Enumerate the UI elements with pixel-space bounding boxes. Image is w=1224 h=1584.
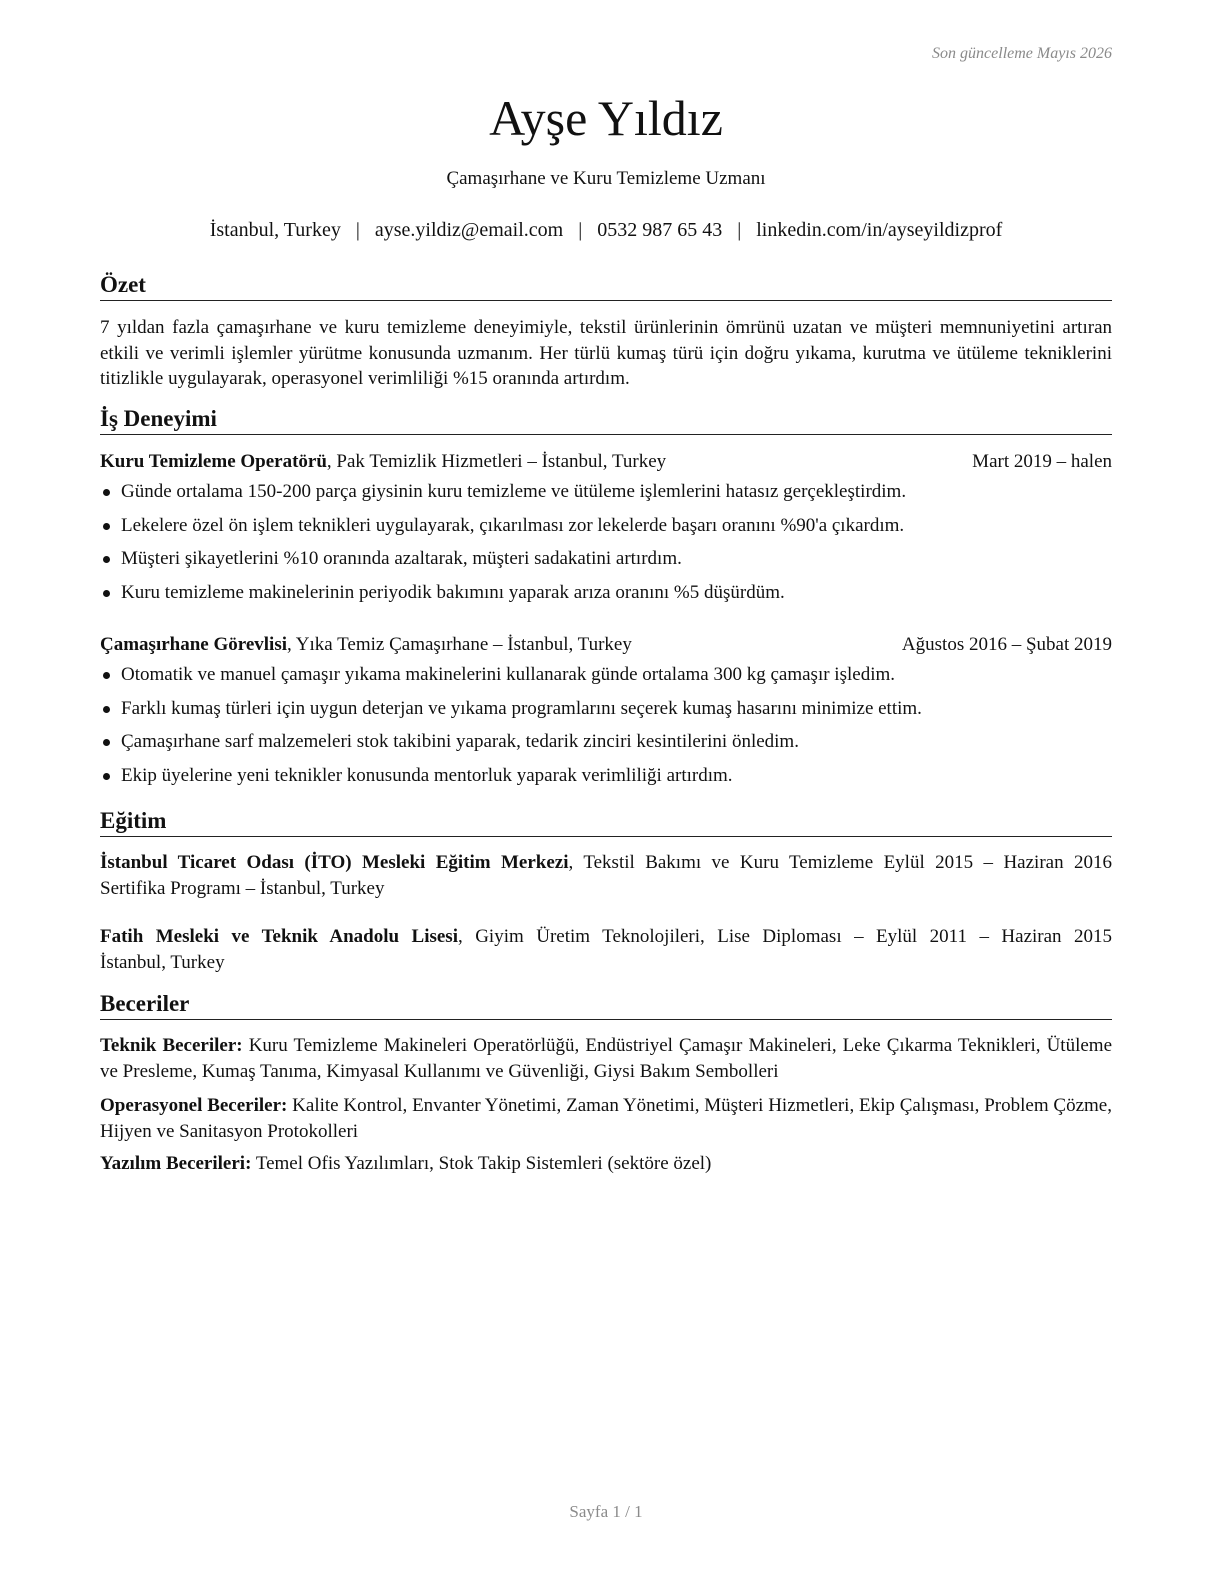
bullet-icon: [103, 590, 110, 597]
list-item: [100, 662, 1112, 696]
job-dates: Mart 2019 – halen: [972, 451, 1112, 472]
education-program: , Giyim Üretim Teknolojileri, Lise Diploması –: [457, 926, 864, 947]
skill-text: Kalite Kontrol, Envanter Yönetimi, Zaman Yönetimi, Müşteri Hizmetleri, Ekip Çalışması, Problem Çözme, Hijyen ve Sanitasyon Protokolleri: [100, 1095, 1112, 1142]
skill-label: Teknik Beceriler:: [100, 1035, 243, 1056]
bullet-text: Ekip üyelerine yeni teknikler konusunda mentorluk yaparak verimliliği artırdım.: [121, 764, 733, 786]
education-dates: Eylül 2011 – Haziran 2015: [876, 926, 1112, 947]
candidate-name: Ayşe Yıldız: [489, 90, 723, 146]
skill-label: Yazılım Becerileri:: [100, 1153, 252, 1174]
contact-line: [100, 219, 1112, 242]
education-line: [100, 924, 1112, 950]
bullet-text: Müşteri şikayetlerini %10 oranında azaltarak, müşteri sadakatini artırdım.: [121, 548, 682, 569]
bullet-icon: [103, 556, 110, 563]
job-role: Kuru Temizleme Operatörü: [100, 451, 327, 472]
skill-group: [100, 1093, 1112, 1144]
job-company: , Pak Temizlik Hizmetleri – İstanbul, Turkey: [326, 451, 667, 472]
bullet-text: Çamaşırhane sarf malzemeleri stok takibini yaparak, tedarik zinciri kesintilerini önledim.: [121, 731, 799, 752]
bullet-text: Otomatik ve manuel çamaşır yıkama makinelerini kullanarak günde ortalama 300 kg çamaşır işledim.: [121, 664, 895, 685]
list-item: [100, 580, 1112, 614]
bullet-text: Lekelere özel ön işlem teknikleri uygulayarak, çıkarılması zor lekelerde başarı oranını %90'a çıkardım.: [121, 514, 905, 536]
skill-label: Operasyonel Beceriler:: [100, 1095, 288, 1116]
list-item: [100, 729, 1112, 763]
education-program-continued: İstanbul, Turkey: [100, 951, 225, 973]
skill-group: [100, 1033, 1112, 1084]
job-company: , Yıka Temiz Çamaşırhane – İstanbul, Turkey: [287, 634, 632, 655]
contact-separator: |: [355, 219, 360, 241]
list-item: [100, 546, 1112, 580]
summary-text: 7 yıldan fazla çamaşırhane ve kuru temizleme deneyimiyle, tekstil ürünlerinin ömrünü uzatan ve müşteri memnuniyetini artıran etkili ve verimli işlemler yürütme konusunda uzmanım. Her türlü kumaş türü için doğru yıkama, kurutma ve ütüleme tekniklerini titizlikle uygulayarak, operasyonel verimliliği %15 oranında artırdım.: [100, 317, 1112, 389]
list-item: [100, 696, 1112, 730]
last-updated: Son güncelleme Mayıs 2026: [932, 45, 1112, 62]
section-heading-experience: İş Deneyimi: [100, 404, 1112, 435]
bullet-text: Farklı kumaş türleri için uygun deterjan ve yıkama programlarını seçerek kumaş hasarını minimize ettim.: [121, 697, 922, 719]
education-entry: [100, 850, 1112, 901]
section-heading-summary: Özet: [100, 270, 1112, 301]
skill-group: [100, 1151, 1112, 1177]
list-item: [100, 479, 1112, 513]
job-header: [100, 449, 1112, 474]
education-line: [100, 850, 1112, 876]
contact-linkedin[interactable]: linkedin.com/in/ayseyildizprof: [756, 219, 1003, 241]
bullet-icon: [103, 706, 110, 713]
list-item: [100, 763, 1112, 797]
page-number: Sayfa 1 / 1: [569, 1502, 643, 1521]
bullet-text: Kuru temizleme makinelerinin periyodik bakımını yaparak arıza oranını %5 düşürdüm.: [121, 581, 785, 603]
education-dates: Eylül 2015 – Haziran 2016: [883, 852, 1112, 873]
contact-separator: |: [578, 219, 583, 241]
job-dates: Ağustos 2016 – Şubat 2019: [901, 634, 1112, 655]
skill-text: Kuru Temizleme Makineleri Operatörlüğü, Endüstriyel Çamaşır Makineleri, Leke Çıkarma Teknikleri, Ütüleme ve Presleme, Kumaş Tanıma, Kimyasal Kullanımı ve Güvenliği, Giysi Bakım Sembolleri: [100, 1035, 1113, 1082]
resume-page: [100, 0, 1112, 1584]
job-bullets: [100, 662, 1112, 796]
education-program-continued: Sertifika Programı – İstanbul, Turkey: [100, 877, 385, 899]
bullet-icon: [103, 489, 110, 496]
bullet-icon: [103, 672, 110, 679]
job-header: [100, 632, 1112, 657]
skill-text: Temel Ofis Yazılımları, Stok Takip Sistemleri (sektöre özel): [251, 1153, 712, 1174]
contact-separator: |: [737, 219, 742, 241]
section-heading-education: Eğitim: [100, 806, 1112, 837]
job-role: Çamaşırhane Görevlisi: [100, 634, 288, 655]
education-program: , Tekstil Bakımı ve Kuru Temizleme: [568, 852, 874, 873]
contact-location: İstanbul, Turkey: [209, 219, 341, 241]
bullet-icon: [103, 523, 110, 530]
contact-email[interactable]: ayse.yildiz@email.com: [374, 219, 564, 241]
job-bullets: [100, 479, 1112, 613]
education-entry: [100, 924, 1112, 975]
list-item: [100, 513, 1112, 547]
job-title: Çamaşırhane ve Kuru Temizleme Uzmanı: [446, 168, 766, 189]
bullet-text: Günde ortalama 150-200 parça giysinin kuru temizleme ve ütüleme işlemlerini hatasız gerçekleştirdim.: [121, 481, 907, 502]
section-heading-skills: Beceriler: [100, 989, 1112, 1020]
school-name: Fatih Mesleki ve Teknik Anadolu Lisesi: [100, 926, 458, 947]
school-name: İstanbul Ticaret Odası (İTO) Mesleki Eğitim Merkezi: [100, 852, 569, 873]
bullet-icon: [103, 773, 110, 780]
bullet-icon: [103, 739, 110, 746]
contact-phone: 0532 987 65 43: [597, 219, 723, 241]
